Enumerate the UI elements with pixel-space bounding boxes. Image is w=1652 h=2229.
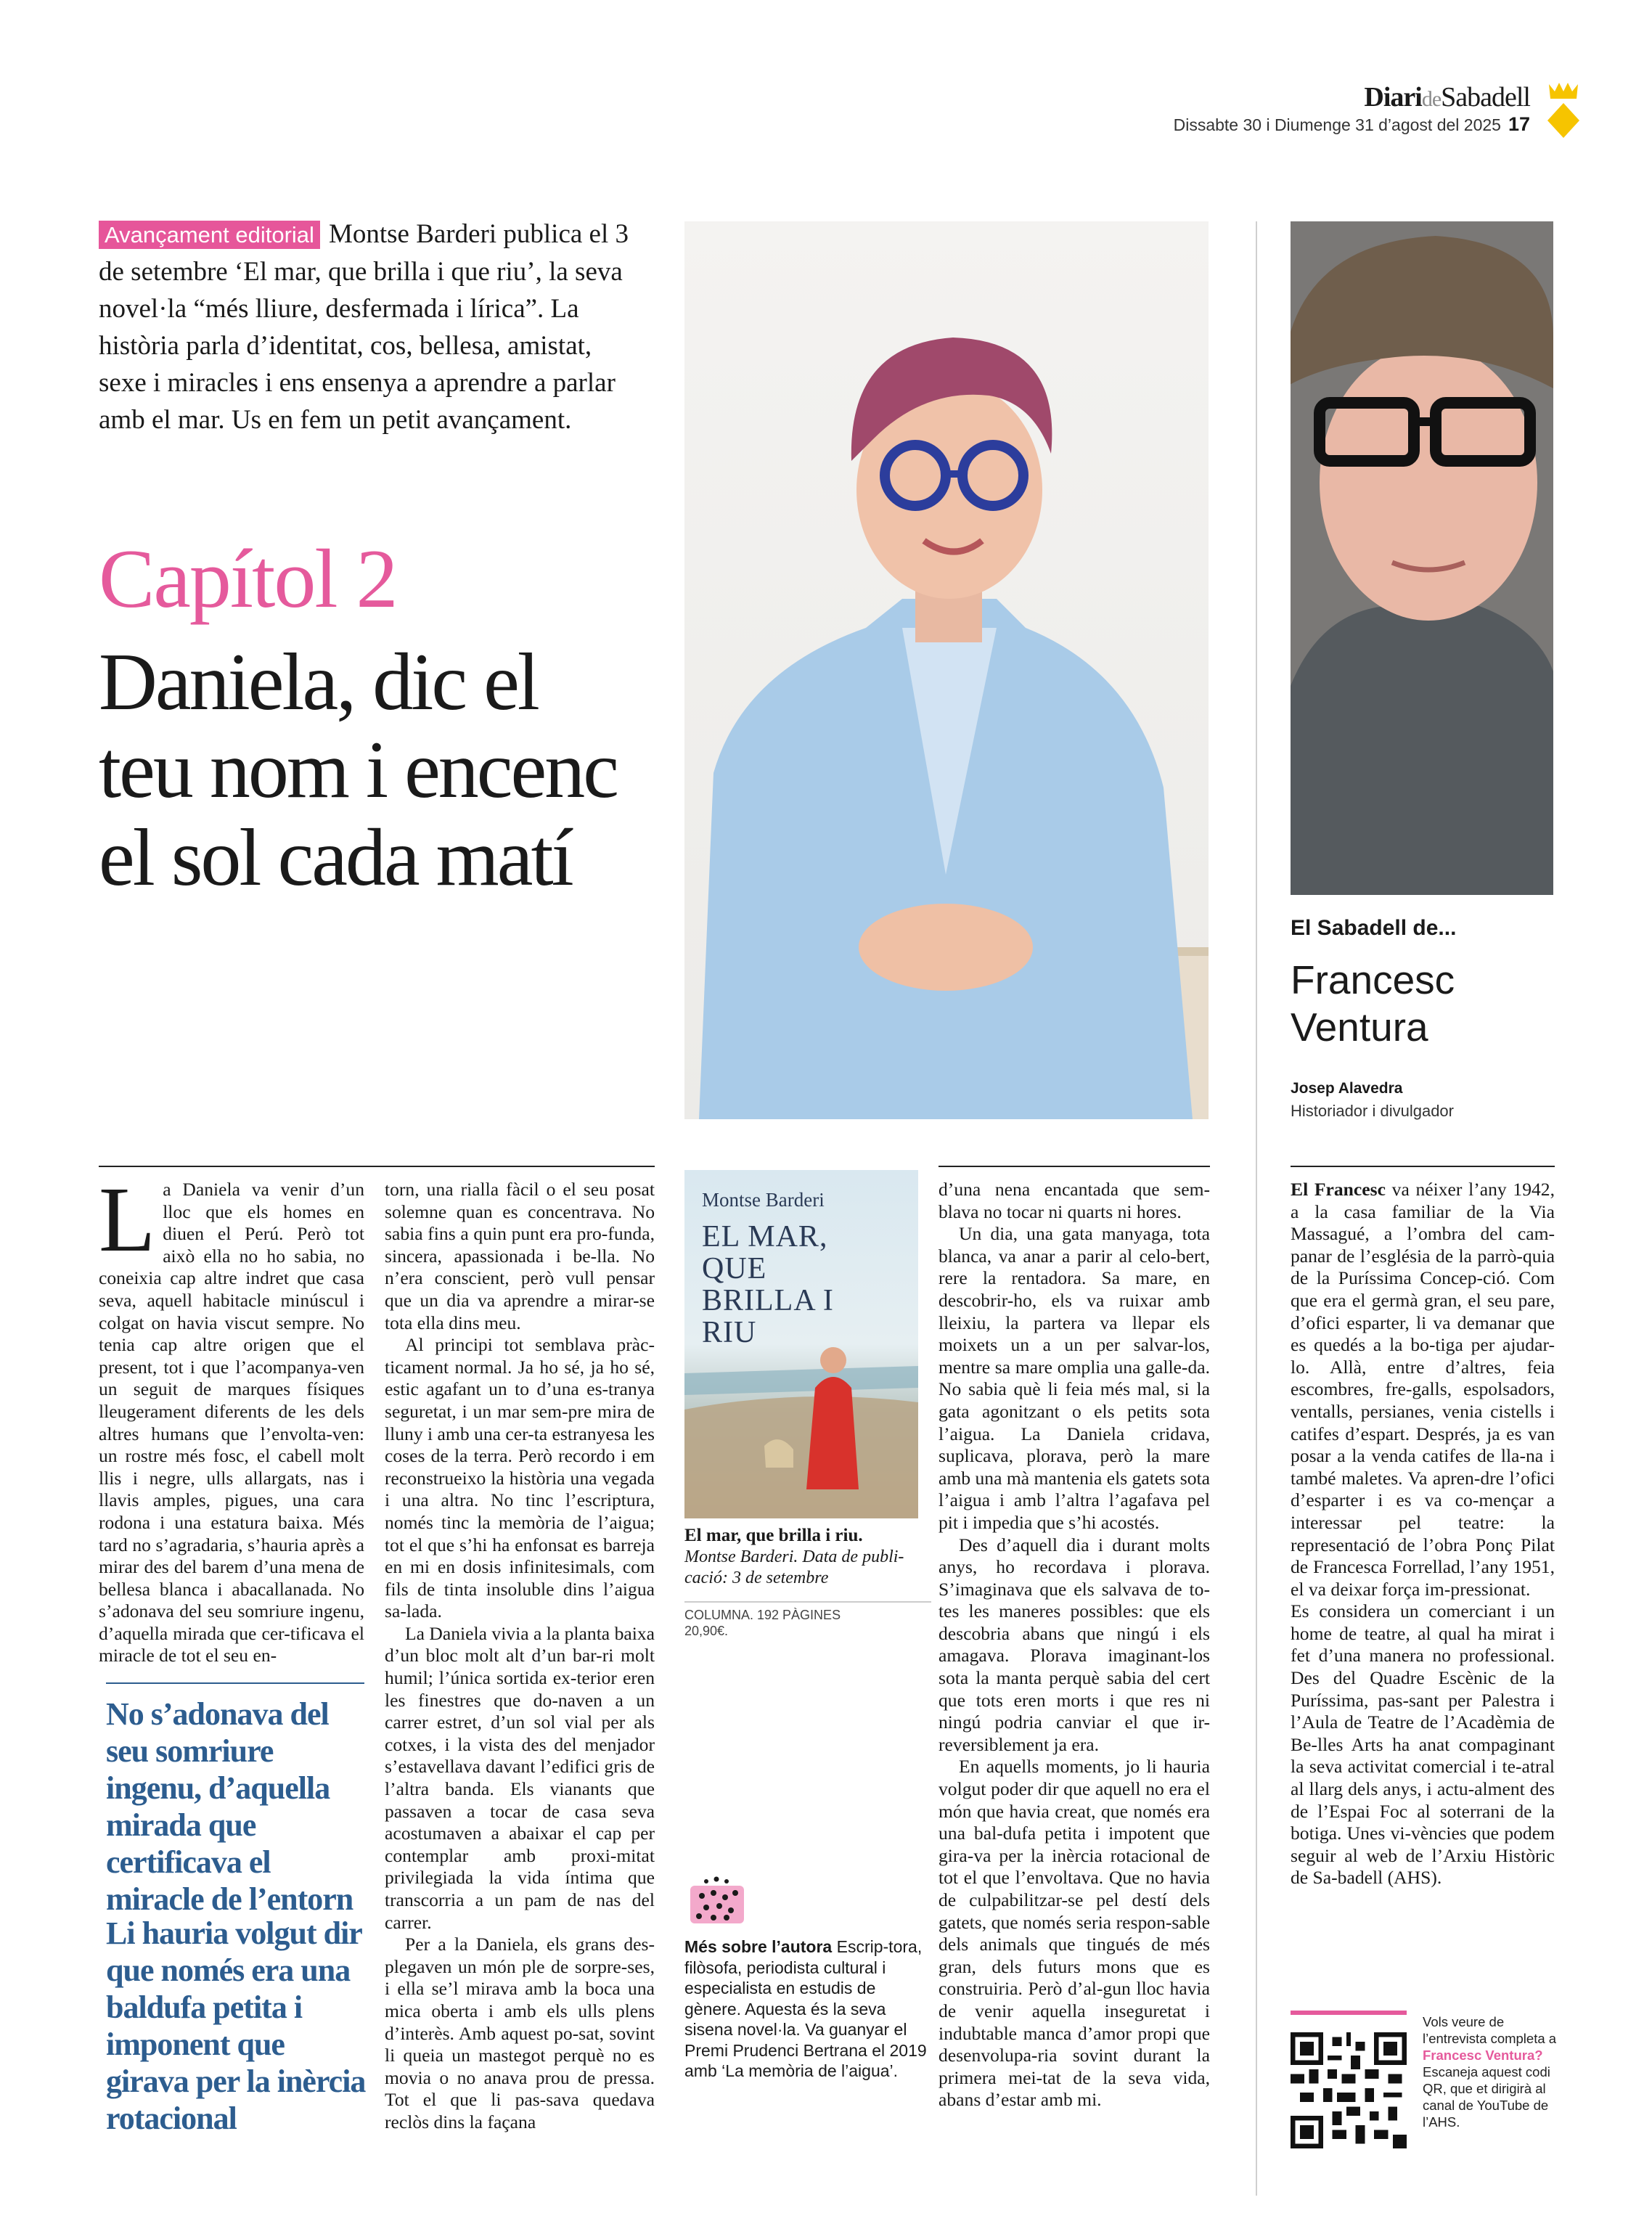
sidebar-lead: El Francesc xyxy=(1291,1179,1386,1200)
cover-title: EL MAR, QUE BRILLA I RIU xyxy=(702,1220,834,1349)
qr-text-highlight: Francesc Ventura? xyxy=(1423,2048,1543,2063)
qr-accent-bar xyxy=(1291,2011,1407,2015)
pull-quote-2: Li hauria volgut dir que només era una baldufa petita i imponent que girava per la inèrcia rotacional xyxy=(106,1915,366,2136)
cover-illustration xyxy=(684,1170,918,1518)
brand-diari: Diari xyxy=(1364,82,1422,113)
book-price: 20,90€. xyxy=(684,1624,729,1638)
dateline xyxy=(1174,113,1530,136)
book-pages: COLUMNA. 192 PÀGINES xyxy=(684,1608,841,1622)
francesc-ventura-photo xyxy=(1291,221,1553,895)
body-column-3 xyxy=(939,1179,1210,2111)
issue-date: Dissabte 30 i Diumenge 31 d’agost del 2025 xyxy=(1173,115,1501,134)
cover-author: Montse Barderi xyxy=(702,1189,825,1211)
body-paragraph: torn, una rialla fàcil o el seu posat solemne quan es concentrava. No sabia fins a quin punt era pro-funda, sincera, apassionada i be-lla. No n’era conscient, però vull pensar que un dia va aprendre a mirar-se tota ella dins meu. xyxy=(385,1179,655,1333)
qr-description xyxy=(1423,2013,1557,2130)
sidebar-paragraph-text: va néixer l’any 1942, a la casa familiar de la Via Massagué, a l’ombra del cam-panar de l’església de la parrò-quia de la Puríssima Concep-ció. Com que era el germà gran, el seu pare, d’ofici esparter, li va demanar que es quedés a la bo-tiga per ajudar-lo. Allà, entre d’altres, feia escombres, fre-galls, espolsadors, ventalls, persianes, venia cistells i catifes d’espart. Després, ja es van posar a la venda catifes de lla-na i també maletes. Va apren-dre l’ofici d’esparter i es va co-mençar a interessar pel teatre: la representació de l’obra Ponç Pilat de Francesca Forrellad, l’any 1951, el va deixar força im-pressionat. xyxy=(1291,1179,1555,1600)
about-author-label: Més sobre l’autora xyxy=(684,1937,833,1956)
body-paragraph: Al principi tot semblava pràc-ticament normal. Ja ho sé, ja ho sé, estic agafant un to d’una es-tranya seguretat, i un mar sem-pre mira de lluny i amb una cer-ta estranyesa les coses de la terra. Però recordo i em reconstrueixo la història una vegada i una altra. No tinc l’escriptura, només tinc la memòria de l’aigua; tot el que s’hi ha enfonsat es barreja en mi en dosis infinitesimals, com fils de tinta insoluble dins l’aigua sa-lada. xyxy=(385,1334,655,1622)
sidebar-top-rule xyxy=(1291,1166,1555,1167)
book-cover xyxy=(684,1170,918,1518)
headline: Daniela, dic el teu nom i encenc el sol cada matí xyxy=(99,637,617,903)
author-info-icon xyxy=(684,1876,748,1926)
column-divider xyxy=(1256,221,1257,2196)
sidebar-paragraph: Es considera un comerciant i un home de teatre, al qual ha mirat i fet d’una manera no professional. Des del Quadre Escènic de la Puríssima, pas-sant per Palestra i l’Aula de Teatre de l’Acadèmia de Be-lles Arts ha anat compaginant la seva activitat comercial i te-atral al llarg dels anys, i actu-alment des de l’Espai Foc al soterrani de la botiga. Unes vi-vències que podem seguir al web de l’Arxiu Històric de Sa-badell (AHS). xyxy=(1291,1600,1555,1889)
col3-top-rule xyxy=(939,1166,1210,1167)
body-paragraph: En aquells moments, jo li hauria volgut poder dir que aquell no era el món que havia creat, que només era una bal-dufa petita i impotent que gira-va per la inèrcia rotacional de tot el que l’envoltava. Que no havia de culpabilitzar-se pel destí dels gatets, que només seria respon-sable dels animals que tingués de més gran, dels futurs mons que es construiria. Però d’al-gun lloc havia de venir aquella inseguretat i indubtable manca d’amor propi que desenvolupa-ria sovint durant la primera mei-tat de la seva vida, abans d’estar amb mi. xyxy=(939,1756,1210,2111)
section-tag: Avançament editorial xyxy=(99,221,320,249)
book-meta xyxy=(684,1601,931,1639)
qr-code-icon[interactable] xyxy=(1291,2032,1407,2148)
sidebar-column xyxy=(1291,1179,1555,1889)
body-paragraph xyxy=(99,1168,364,1667)
sabadell-shield-icon xyxy=(1545,81,1582,139)
brand-sabadell: Sabadell xyxy=(1441,82,1530,113)
body-paragraph: Des d’aquell dia i durant molts anys, ho recordava i plorava. S’imaginava que els salvava de to-tes les maneres possibles: que els descobria abans que ningú i els amagava. Plorava imaginant-los sota la manta perquè sabia del cert que tots eren morts i que res ni ningú podria canviar el que ir-reversiblement ja era. xyxy=(939,1534,1210,1755)
about-author xyxy=(684,1936,928,2082)
sidebar-person-name: Francesc Ventura xyxy=(1291,957,1455,1050)
brand-de: de xyxy=(1421,87,1442,111)
about-author-text: Escrip-tora, filòsofa, periodista cultural i especialista en estudis de gènere. Aquesta és la seva sisena novel·la. Va guanyar el Premi Prudenci Bertrana el 2019 amb ‘La memòria de l’aigua’. xyxy=(684,1937,927,2080)
pull-quote-1: No s’adonava del seu somriure ingenu, d’aquella mirada que certificava el miracle de l’entorn xyxy=(106,1696,353,1917)
drop-cap: L xyxy=(99,1168,156,1271)
qr-text-pre: Vols veure de l’entrevista completa a xyxy=(1423,2014,1557,2046)
francesc-ventura-illustration xyxy=(1291,221,1553,895)
body-column-2 xyxy=(385,1179,655,2134)
body-paragraph: Per a la Daniela, els grans des-plegaven un món ple de sorpre-ses, i ella se’l mirava amb la boca una mica oberta i amb els ulls plens d’interès. Amb aquest po-sat, sovint li queia un mastegot perquè no es movia o no anava prou de pressa. Tot el que li pas-sava quedava reclòs dins la façana xyxy=(385,1934,655,2132)
masthead-brand xyxy=(1364,81,1530,113)
intro-text: Montse Barderi publica el 3 de setembre ‘El mar, que brilla i que riu’, la seva novel·la “més lliure, desfermada i lírica”. La història parla d’identitat, cos, bellesa, amistat, sexe i miracles i ens ensenya a aprendre a parlar amb el mar. Us en fem un petit avançament. xyxy=(99,219,629,435)
body-top-rule xyxy=(99,1166,655,1167)
sidebar-byline-author: Josep Alavedra xyxy=(1291,1080,1403,1097)
qr-text-post: Escaneja aquest codi QR, que et dirigirà al canal de YouTube de l’AHS. xyxy=(1423,2064,1550,2130)
body-column-1 xyxy=(99,1168,364,1667)
chapter-label: Capítol 2 xyxy=(99,533,397,626)
sidebar-paragraph xyxy=(1291,1179,1555,1600)
sidebar-byline-role: Historiador i divulgador xyxy=(1291,1102,1454,1120)
author-photo-illustration xyxy=(684,221,1209,1119)
sidebar-section-label: El Sabadell de... xyxy=(1291,916,1457,940)
book-caption-info: Montse Barderi. Data de publi-cació: 3 de setembre xyxy=(684,1547,904,1587)
book-caption-title: El mar, que brilla i riu. xyxy=(684,1526,863,1545)
page-number: 17 xyxy=(1508,113,1530,135)
intro-paragraph xyxy=(99,216,642,438)
body-paragraph: La Daniela vivia a la planta baixa d’un bloc molt alt d’un bar-ri molt humil; l’única sortida ex-terior eren les finestres que do-naven a un carrer estret, d’un sol vial per als cotxes, i la vista des del menjador s’estavellava davant l’edifici gris de l’altra banda. Els vianants que passaven a tocar de casa seva acostumaven a abaixar el cap per contemplar amb proxi-mitat privilegiada la vida íntima que transcorria a un pam de nas del carrer. xyxy=(385,1622,655,1933)
author-photo xyxy=(684,221,1209,1119)
body-paragraph: Un dia, una gata manyaga, tota blanca, va anar a parir al celo-bert, rere la rentadora. Sa mare, en descobrir-ho, els va ruixar amb lleixiu, la partera va llepar els moixets un a un per salvar-los, mentre sa mare omplia una galle-da. No sabia què li feia més mal, si la gata agonitzant o els petits sota l’aigua. La Daniela cridava, suplicava, plorava, però la mare amb una mà mantenia els gatets sota l’aigua i amb l’altra l’agafava pel pit i impedia que s’hi acostés. xyxy=(939,1223,1210,1533)
quote-rule xyxy=(106,1682,364,1684)
body-paragraph: d’una nena encantada que sem-blava no tocar ni quarts ni hores. xyxy=(939,1179,1210,1222)
paragraph-text: a Daniela va venir d’un lloc que els homes en diuen el Perú. Però tot això ella no ho sabia, no coneixia cap altre indret que casa seva, aquell habitacle minúscul i colgat on havia viscut sempre. No tenia cap altre origen que el present, tot i que l’acompanya-ven un seguit de marques físiques lleugerament diferents de les dels altres humans que l’envolta-ven: un rostre més fosc, el cabell molt llis i negre, ulls allargats, nas i llavis amples, pigues, una cara rodona i una estatura baixa. Més tard no s’agradaria, s’hauria après a mirar des del barem d’una mena de bellesa blanca i abacallanada. No s’adonava del seu somriure ingenu, d’aquella mirada que cer-tificava el miracle de tot el seu en- xyxy=(99,1179,364,1666)
